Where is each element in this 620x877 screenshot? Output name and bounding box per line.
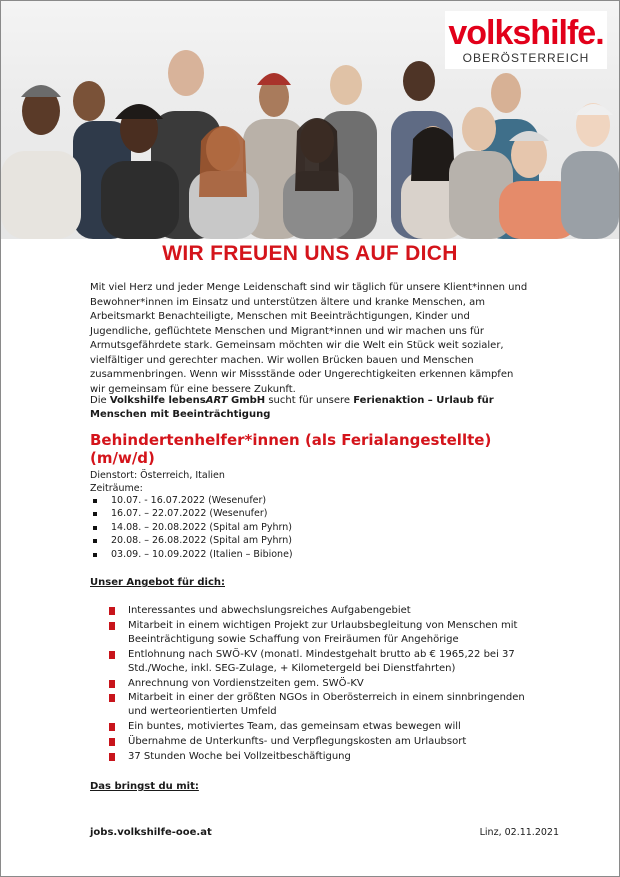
red-bullet-icon bbox=[109, 738, 115, 746]
work-location: Dienstort: Österreich, Italien bbox=[90, 470, 225, 481]
bullet-square-icon bbox=[93, 539, 97, 543]
period-item bbox=[93, 534, 293, 547]
period-text: 03.09. – 10.09.2022 (Italien – Bibione) bbox=[111, 548, 293, 560]
offer-item bbox=[109, 720, 539, 734]
offer-text: Mitarbeit in einem wichtigen Projekt zur Urlaubsbegleitung von Menschen mit Beeinträchtigung sowie Schaffung von Freiräumen für Angehörige bbox=[128, 619, 518, 645]
red-bullet-icon bbox=[109, 622, 115, 630]
periods-label: Zeiträume: bbox=[90, 483, 143, 494]
offer-item bbox=[109, 691, 539, 719]
bullet-square-icon bbox=[93, 499, 97, 503]
offer-text: Entlohnung nach SWÖ-KV (monatl. Mindestgehalt brutto ab € 1965,22 bei 37 Std./Woche, inkl. SEG-Zulage, + Kilometergeld bei Dienstfahrten) bbox=[128, 648, 515, 674]
periods-list bbox=[93, 494, 293, 561]
lead-sentence bbox=[90, 394, 530, 422]
offer-item bbox=[109, 619, 539, 647]
offer-heading: Unser Angebot für dich: bbox=[90, 577, 225, 588]
bullet-square-icon bbox=[93, 526, 97, 530]
period-item bbox=[93, 507, 293, 520]
red-bullet-icon bbox=[109, 694, 115, 702]
red-bullet-icon bbox=[109, 680, 115, 688]
period-text: 16.07. – 22.07.2022 (Wesenufer) bbox=[111, 508, 268, 520]
logo-brand-text: volkshilfe. bbox=[448, 14, 604, 52]
offer-item bbox=[109, 750, 539, 764]
volkshilfe-logo[interactable] bbox=[445, 11, 607, 69]
offer-text: Anrechnung von Vordienstzeiten gem. SWÖ-KV bbox=[128, 677, 364, 689]
company-name-part: Volkshilfe lebens bbox=[109, 395, 206, 406]
bullet-square-icon bbox=[93, 512, 97, 516]
page-headline: WIR FREUEN UNS AUF DICH bbox=[162, 242, 458, 265]
offer-item bbox=[109, 648, 539, 676]
offer-item bbox=[109, 677, 539, 691]
program-name: Ferienaktion – Urlaub für Menschen mit Beeinträchtigung bbox=[90, 395, 494, 420]
lead-prefix: Die bbox=[90, 395, 110, 406]
offer-item bbox=[109, 604, 539, 618]
red-bullet-icon bbox=[109, 651, 115, 659]
period-text: 20.08. – 26.08.2022 (Spital am Pyhrn) bbox=[111, 535, 292, 547]
logo-region-text: OBERÖSTERREICH bbox=[462, 51, 590, 65]
offer-text: Mitarbeit in einer der größten NGOs in Oberösterreich in einem sinnbringenden und werteorientierten Umfeld bbox=[128, 692, 525, 718]
company-name bbox=[110, 395, 265, 406]
period-item bbox=[93, 548, 293, 561]
job-title: Behindertenhelfer*innen (als Ferialangestellte) (m/w/d) bbox=[90, 431, 492, 467]
group-photo bbox=[1, 1, 619, 239]
period-text: 14.08. – 20.08.2022 (Spital am Pyhrn) bbox=[111, 521, 292, 533]
intro-paragraph: Mit viel Herz und jeder Menge Leidenschaft sind wir täglich für unsere Klient*innen und Bewohner*innen im Einsatz und unterstützen ältere und kranke Menschen, am Arbeitsmarkt Benachteiligte, Menschen mit Beeinträchtigungen, Kinder und Jugendliche, geflüchtete Menschen und Migrant*innen und wir machen uns für Armutsgefährdete stark. Gemeinsam möchten wir die Welt ein Stück weit sozialer, vielfältiger und gerechter machen. Wir wollen Brücken bauen und Menschen zusammenbringen. Wenn wir Missstände oder Ungerechtigkeiten erkennen kämpfen wir gemeinsam für eine bessere Zukunft. bbox=[90, 282, 528, 395]
offers-list bbox=[109, 604, 539, 764]
red-bullet-icon bbox=[109, 607, 115, 615]
document-date: Linz, 02.11.2021 bbox=[479, 827, 559, 838]
bullet-square-icon bbox=[93, 553, 97, 557]
offer-text: Übernahme de Unterkunfts- und Verpflegungskosten am Urlaubsort bbox=[128, 735, 467, 747]
jobs-website-link[interactable]: jobs.volkshilfe-ooe.at bbox=[90, 827, 212, 838]
red-bullet-icon bbox=[109, 753, 115, 761]
offer-item bbox=[109, 735, 539, 749]
offer-text: Ein buntes, motiviertes Team, das gemeinsam etwas bewegen will bbox=[128, 721, 461, 733]
period-item bbox=[93, 494, 293, 507]
period-item bbox=[93, 521, 293, 534]
company-name-suffix: GmbH bbox=[227, 395, 266, 406]
offer-text: 37 Stunden Woche bei Vollzeitbeschäftigung bbox=[128, 750, 351, 762]
red-bullet-icon bbox=[109, 723, 115, 731]
company-name-art: ART bbox=[205, 395, 228, 406]
lead-middle: sucht für unsere bbox=[265, 395, 354, 406]
requirements-heading: Das bringst du mit: bbox=[90, 781, 199, 792]
period-text: 10.07. - 16.07.2022 (Wesenufer) bbox=[111, 495, 267, 506]
offer-text: Interessantes und abwechslungsreiches Aufgabengebiet bbox=[128, 605, 411, 616]
